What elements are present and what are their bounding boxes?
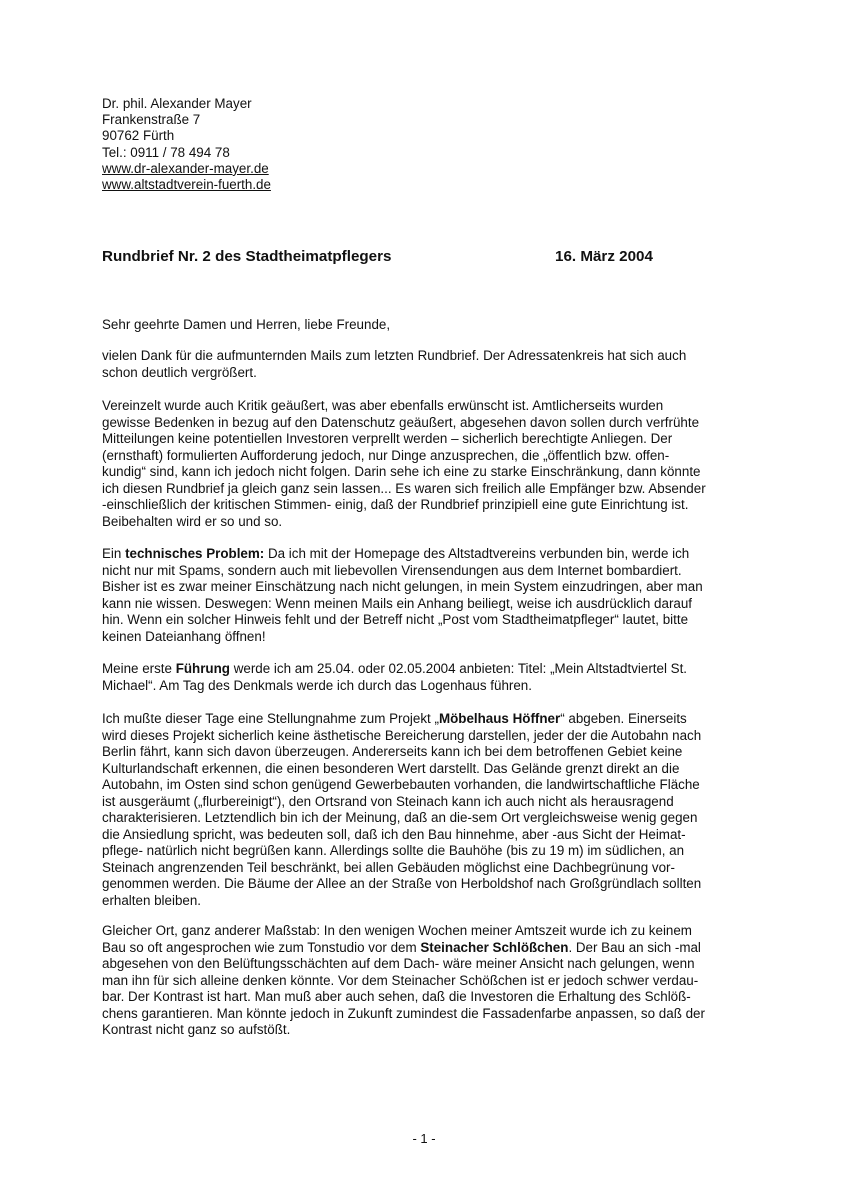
text-line: Kontrast nicht ganz so aufstößt. [102, 1022, 291, 1037]
salutation-text: Sehr geehrte Damen und Herren, liebe Freunde, [102, 317, 391, 332]
emphasis-steinacher-schloesschen: Steinacher Schlößchen [420, 939, 569, 955]
text-line: gewisse Bedenken in bezug auf den Datenschutz geäußert, abgesehen davon sollen durch verfrühte [102, 414, 700, 430]
page-number: - 1 - [412, 1131, 436, 1146]
text-line [102, 546, 762, 563]
text-line [102, 711, 762, 728]
text-line: erhalten bleiben. [102, 892, 202, 908]
text-line: genommen werden. Die Bäume der Allee an der Straße von Herboldshof nach Großgründlach sollten [102, 876, 702, 891]
text-line [102, 940, 762, 957]
text-line: Autobahn, im Osten sind schon genügend Gewerbebauten vorhanden, die landwirtschaftliche Fläche [102, 777, 700, 792]
text-line: chens garantieren. Man könnte jedoch in Zukunft zumindest die Fassadenfarbe anpassen, so daß der [102, 1005, 705, 1021]
text-line: vielen Dank für die aufmunternden Mails zum letzten Rundbrief. Der Adressatenkreis hat sich auch [102, 348, 687, 363]
text-line: bar. Der Kontrast ist hart. Man muß aber auch sehen, daß die Investoren die Erhaltung des Schlöß- [102, 989, 691, 1004]
text-line: Vereinzelt wurde auch Kritik geäußert, was aber ebenfalls erwünscht ist. Amtlicherseits wurden [102, 398, 664, 413]
website-link-altstadtverein[interactable]: www.altstadtverein-fuerth.de [102, 177, 271, 193]
sender-phone: Tel.: 0911 / 78 494 78 [102, 144, 230, 160]
text-line: Beibehalten wird er so und so. [102, 513, 283, 529]
text-line: die Ansiedlung spricht, was bedeuten soll, daß ich den Bau hinnehme, aber -aus Sicht der Heimat- [102, 826, 686, 842]
text-line: wird dieses Projekt sicherlich keine ästhetische Bereicherung darstellen, jeder der die Autobahn nach [102, 727, 702, 743]
text-span: Bau so oft angesprochen wie zum Tonstudio vor dem [102, 939, 421, 955]
text-line: (ernsthaft) formulierten Aufforderung jedoch, nur Dinge anzusprechen, die „öffentlich bzw. offen- [102, 447, 670, 463]
sender-street: Frankenstraße 7 [102, 112, 201, 128]
sender-city: 90762 Fürth [102, 128, 175, 144]
text-line: keinen Dateianhang öffnen! [102, 628, 266, 644]
text-span: Ein [102, 546, 126, 561]
text-line: kann nie wissen. Deswegen: Wenn meinen Mails ein Anhang beiliegt, weise ich ausdrücklich darauf [102, 595, 693, 611]
emphasis-technical-problem: technisches Problem: [125, 546, 265, 561]
text-line: Berlin fährt, kann sich davon überzeugen. Andererseits kann ich bei dem betroffenen Gebiet keine [102, 744, 683, 759]
text-line: Mitteilungen keine potentiellen Investoren verprellt werden – sicherlich berechtigte Anliegen. Der [102, 431, 673, 446]
text-span: Da ich mit der Homepage des Altstadtvereins verbunden bin, werde ich [264, 546, 690, 561]
salutation [102, 317, 762, 334]
text-line: Gleicher Ort, ganz anderer Maßstab: In den wenigen Wochen meiner Amtszeit wurde ich zu keinem [102, 923, 692, 938]
text-span: Meine erste [102, 661, 176, 676]
text-line: kundig“ sind, kann ich jedoch nicht folgen. Darin sehe ich eine zu starke Einschränkung, dann könnte [102, 464, 701, 479]
letter-header [102, 248, 702, 268]
paragraph-guided-tour [102, 661, 762, 694]
text-line: pflege- natürlich nicht begrüßen kann. Allerdings sollte die Bauhöhe (bis zu 19 m) im südlichen, an [102, 843, 685, 858]
text-line: schon deutlich vergrößert. [102, 364, 257, 380]
text-line: ich diesen Rundbrief ja gleich ganz sein lassen... Es waren sich freilich alle Empfänger bzw. Absender [102, 480, 706, 496]
text-line: Michael“. Am Tag des Denkmals werde ich durch das Logenhaus führen. [102, 677, 532, 693]
text-line: -einschließlich der kritischen Stimmen- einig, daß der Rundbrief prinzipiell eine gute Einrichtung ist. [102, 497, 689, 512]
sender-name: Dr. phil. Alexander Mayer [102, 96, 252, 111]
paragraph-thanks [102, 348, 762, 381]
letter-date: 16. März 2004 [555, 248, 653, 265]
emphasis-fuehrung: Führung [175, 661, 230, 676]
text-line: Kulturlandschaft erkennen, die einen besonderen Wert darstellt. Das Gelände grenzt direkt an die [102, 760, 680, 776]
text-line: ist ausgeräumt („flurbereinigt“), den Ortsrand von Steinach kann ich auch nicht als herausragend [102, 793, 674, 809]
text-line [102, 661, 762, 678]
website-link-personal[interactable]: www.dr-alexander-mayer.de [102, 160, 269, 176]
paragraph-technical-problem [102, 546, 762, 645]
text-line: Steinach angrenzenden Teil beschränkt, bei allen Gebäuden möglichst eine Dachbegrünung vor- [102, 859, 675, 875]
text-line: hin. Wenn ein solcher Hinweis fehlt und der Betreff nicht „Post vom Stadtheimatpfleger“ lautet, bitte [102, 612, 689, 627]
text-line: charakterisieren. Letztendlich bin ich der Meinung, daß an die-sem Ort vergleichsweise wenig gegen [102, 810, 698, 825]
text-span: Ich mußte dieser Tage eine Stellungnahme zum Projekt „ [102, 711, 439, 726]
text-span: “ abgeben. Einerseits [560, 711, 687, 726]
text-line: Bisher ist es zwar meiner Einschätzung nach nicht gelungen, in mein System einzudringen, aber man [102, 579, 703, 594]
paragraph-criticism [102, 398, 762, 530]
letter-title: Rundbrief Nr. 2 des Stadtheimatpflegers [102, 248, 392, 265]
paragraph-moebelhaus [102, 711, 762, 909]
emphasis-moebelhaus-hoeffner: Möbelhaus Höffner [438, 711, 561, 726]
text-line: nicht nur mit Spams, sondern auch mit liebevollen Virensendungen aus dem Internet bombardiert. [102, 562, 682, 578]
text-span: werde ich am 25.04. oder 02.05.2004 anbieten: Titel: „Mein Altstadtviertel St. [229, 661, 688, 676]
sender-address-block [102, 96, 271, 193]
text-span: . Der Bau an sich -mal [568, 939, 701, 955]
text-line: man ihn für sich alleine denken könnte. Vor dem Steinacher Schößchen ist er jedoch schwer verdau- [102, 972, 699, 988]
text-line: abgesehen von den Belüftungsschächten auf dem Dach- wäre meiner Ansicht nach gelungen, wenn [102, 956, 695, 971]
paragraph-schloesschen [102, 923, 762, 1039]
